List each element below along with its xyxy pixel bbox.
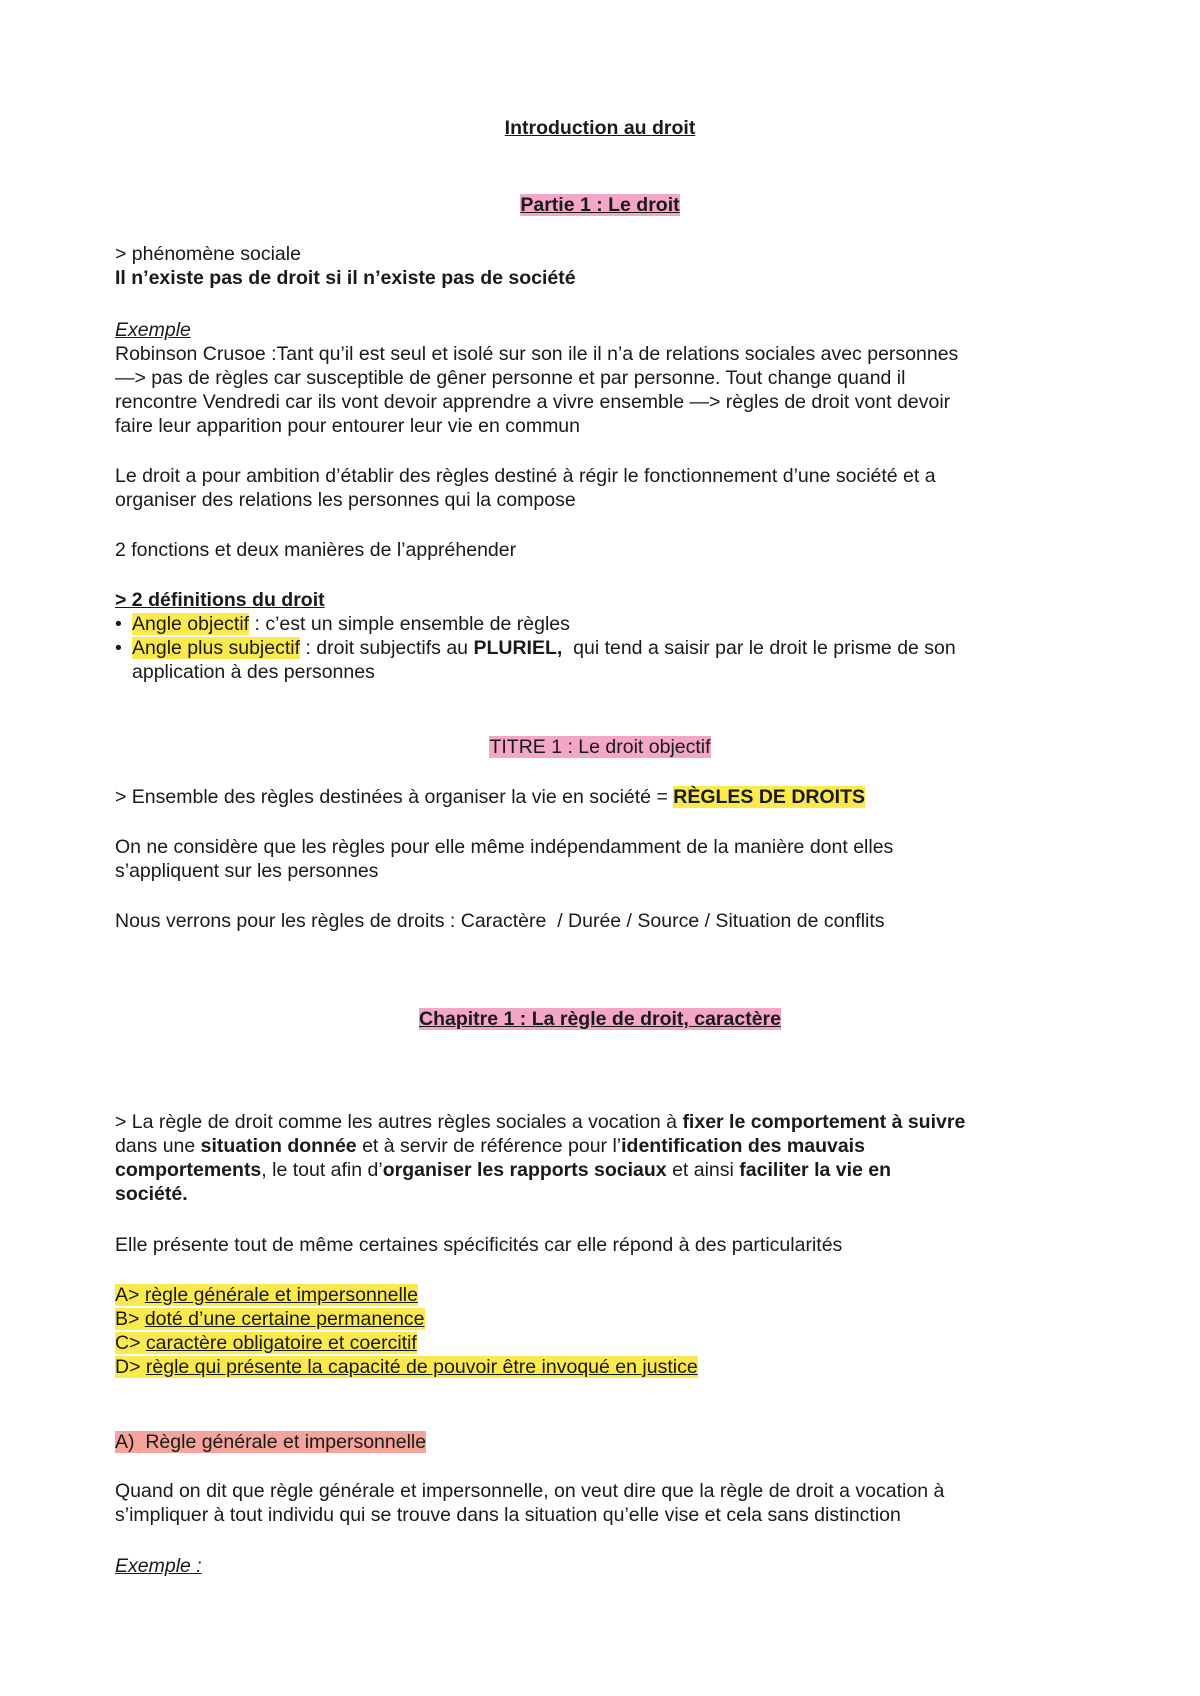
titre-heading-text: TITRE 1 : Le droit objectif — [489, 736, 711, 758]
list-item-c — [115, 1331, 417, 1355]
bullet-continuation: application à des personnes — [132, 661, 375, 683]
bullet-icon: • — [115, 613, 122, 635]
text-run: et ainsi — [666, 1159, 740, 1181]
chapitre-heading — [0, 1007, 1200, 1031]
bullet-bold-text: PLURIEL, — [473, 637, 563, 659]
exemple-line: Robinson Crusoe :Tant qu’il est seul et isolé sur son ile il n’a de relations sociales avec personnes — [115, 343, 959, 365]
partie-heading-text: Partie 1 : Le droit — [520, 194, 680, 216]
ensemble-text: > Ensemble des règles destinées à organiser la vie en société = — [115, 786, 674, 808]
regle-line-1 — [115, 1110, 965, 1134]
list-item-b — [115, 1307, 425, 1331]
list-prefix: B> — [115, 1308, 145, 1330]
list-item-highlight — [115, 1356, 698, 1378]
regle-line-4: société. — [115, 1183, 188, 1205]
chapitre-heading-text: Chapitre 1 : La règle de droit, caractère — [419, 1008, 781, 1030]
highlight-text: Angle plus subjectif — [132, 637, 301, 659]
paragraph-line: s’appliquent sur les personnes — [115, 860, 379, 882]
bold-run: situation donnée — [200, 1135, 357, 1157]
bold-run: comportements — [115, 1159, 262, 1181]
exemple-line: faire leur apparition pour entourer leur vie en commun — [115, 415, 581, 437]
titre-heading — [0, 735, 1200, 759]
paragraph-line: Quand on dit que règle générale et impersonnelle, on veut dire que la règle de droit a vocation à — [115, 1480, 945, 1502]
paragraph-line: organiser des relations les personnes qui la compose — [115, 489, 576, 511]
partie-heading — [0, 193, 1200, 217]
text-run: > La règle de droit comme les autres règles sociales a vocation à — [115, 1111, 683, 1133]
paragraph-line: Le droit a pour ambition d’établir des règles destiné à régir le fonctionnement d’une société et a — [115, 465, 936, 487]
regle-line-2 — [115, 1134, 865, 1158]
section-a-heading-text: A) Règle générale et impersonnelle — [115, 1431, 427, 1453]
exemple-label-2: Exemple : — [115, 1555, 202, 1577]
definition-bullet-1 — [115, 612, 570, 636]
bold-run: identification des mauvais — [621, 1135, 865, 1157]
definition-bullet-2 — [115, 636, 956, 660]
paragraph-line: Elle présente tout de même certaines spécificités car elle répond à des particularités — [115, 1234, 843, 1256]
ensemble-line — [115, 785, 865, 809]
regles-de-droits-highlight: RÈGLES DE DROITS — [673, 786, 866, 808]
bullet-text: qui tend a saisir par le droit le prisme de son — [562, 637, 956, 659]
list-item-highlight — [115, 1308, 425, 1330]
bold-run: faciliter la vie en — [739, 1159, 892, 1181]
regle-line-3 — [115, 1158, 891, 1182]
list-text: règle générale et impersonnelle — [144, 1284, 418, 1306]
bold-run: fixer le comportement à suivre — [682, 1111, 966, 1133]
list-prefix: D> — [115, 1356, 146, 1378]
paragraph-line: s’impliquer à tout individu qui se trouve dans la situation qu’elle vise et cela sans distinction — [115, 1504, 901, 1526]
list-prefix: C> — [115, 1332, 146, 1354]
highlight-text: Angle objectif — [132, 613, 250, 635]
paragraph-line: On ne considère que les règles pour elle même indépendamment de la manière dont elles — [115, 836, 894, 858]
exemple-label: Exemple — [115, 319, 191, 341]
list-text: doté d’une certaine permanence — [144, 1308, 425, 1330]
definitions-heading: > 2 définitions du droit — [115, 589, 325, 611]
paragraph-line: 2 fonctions et deux manières de l’appréhender — [115, 539, 517, 561]
bullet-icon: • — [115, 637, 122, 659]
intro-line-2: Il n’existe pas de droit si il n’existe pas de société — [115, 267, 576, 289]
list-item-d — [115, 1355, 698, 1379]
intro-line-1: > phénomène sociale — [115, 243, 301, 265]
list-prefix: A> — [115, 1284, 145, 1306]
exemple-line: rencontre Vendredi car ils vont devoir apprendre a vivre ensemble —> règles de droit vont devoir — [115, 391, 951, 413]
document-title: Introduction au droit — [504, 117, 696, 139]
text-run: et à servir de référence pour l’ — [356, 1135, 622, 1157]
text-run: dans une — [115, 1135, 201, 1157]
paragraph-line: Nous verrons pour les règles de droits : Caractère / Durée / Source / Situation de conflits — [115, 910, 885, 932]
exemple-line: —> pas de règles car susceptible de gêner personne et par personne. Tout change quand il — [115, 367, 906, 389]
bullet-text: : droit subjectifs au — [300, 637, 474, 659]
bullet-text: : c’est un simple ensemble de règles — [249, 613, 570, 635]
list-text: règle qui présente la capacité de pouvoir être invoqué en justice — [145, 1356, 698, 1378]
list-text: caractère obligatoire et coercitif — [145, 1332, 417, 1354]
section-a-heading — [115, 1430, 426, 1454]
list-item-highlight — [115, 1284, 418, 1306]
bold-run: organiser les rapports sociaux — [382, 1159, 667, 1181]
list-item-a — [115, 1283, 418, 1307]
text-run: , le tout afin d’ — [261, 1159, 383, 1181]
list-item-highlight — [115, 1332, 417, 1354]
